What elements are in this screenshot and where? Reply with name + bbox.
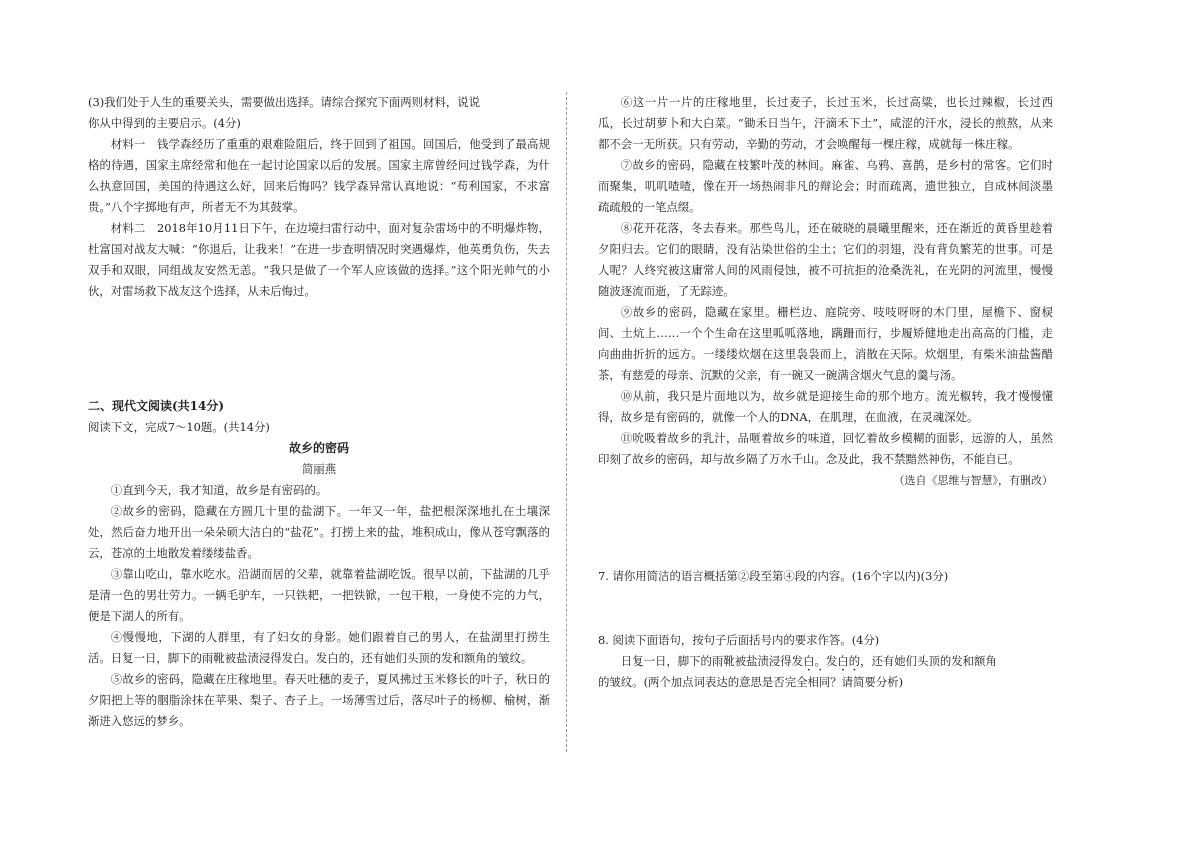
reading-intro: 阅读下文，完成7～10题。(共14分) [88, 420, 270, 434]
question-3 [88, 92, 550, 134]
reading-section [88, 396, 550, 732]
article-continued [598, 92, 1053, 491]
q8-sentence-start: 日复一日，脚下的雨靴被盐渍浸得 [620, 654, 792, 668]
question-3-line2: 你从中得到的主要启示。(4分) [88, 116, 241, 130]
material-one-text: 材料一 钱学森经历了重重的艰难险阻后，终于回到了祖国。回国后，他受到了最高规格的待遇，国家主席经常和他在一起讨论国家以后的发展。国家主席曾经问过钱学森，为什么执意回国，美国的待遇这么好，回来后悔吗？钱学森异常认真地说：“苟利国家，不求富贵。”八个字掷地有声，所者无不为其鼓掌。 [88, 137, 550, 214]
paragraph-3: ③靠山吃山，靠水吃水。沿湖而居的父辈，就靠着盐湖吃饭。很早以前，下盐湖的几乎是清一色的男壮劳力。一辆毛驴车，一只铁耙，一把铁锨，一包干粮，一身使不完的力气，便是下湖人的所有。 [88, 567, 550, 623]
question-8 [598, 630, 1053, 693]
dotted-word-2b: 白 [837, 654, 849, 668]
question-8-sentence [598, 651, 1053, 672]
article-source: （选自《思维与智慧》，有删改） [893, 474, 1053, 487]
paragraph-4: ④慢慢地，下湖的人群里，有了妇女的身影。她们跟着自己的男人，在盐湖里打捞生活。日复一日，脚下的雨靴被盐渍浸得发白。发白的，还有她们头顶的发和额角的皱纹。 [88, 630, 550, 665]
paragraph-6: ⑥这一片一片的庄稼地里，长过麦子，长过玉米，长过高粱，也长过辣椒，长过西瓜，长过胡萝卜和大白菜。“锄禾日当午，汗滴禾下土”，咸涩的汗水，浸长的煎熬，从来都不会一无所获。只有劳动，辛勤的劳动，才会唤醒每一棵庄稼，成就每一株庄稼。 [598, 95, 1053, 151]
paragraph-9: ⑨故乡的密码，隐藏在家里。栅栏边、庭院旁、吱吱呀呀的木门里，屋檐下、窗棂间、土炕上……一个个生命在这里呱呱落地，蹒跚而行，步履矫健地走出高高的门槛，走向曲曲折折的远方。一缕缕炊烟在这里袅袅而上，消散在天际。炊烟里，有柴米油盐酱醋茶，有慈爱的母亲、沉默的父亲，有一碗又一碗满含烟火气息的羹与汤。 [598, 305, 1053, 382]
paragraph-1: ①直到今天，我才知道，故乡是有密码的。 [110, 483, 328, 497]
question-8-line2: 的皱纹。(两个加点词表达的意思是否完全相同？请简要分析) [598, 675, 904, 689]
article-author: 简丽燕 [301, 462, 337, 476]
paragraph-7: ⑦故乡的密码，隐藏在枝繁叶茂的林间。麻雀、乌鸦、喜鹊，是乡村的常客。它们时而聚集，叽叽喳喳，像在开一场热闹非凡的辩论会；时而疏离，遗世独立，自成林间淡墨疏疏般的一笔点缀。 [598, 158, 1053, 214]
q8-sentence-mid: 。 [814, 654, 826, 668]
section-heading: 二、现代文阅读(共14分) [88, 399, 225, 413]
paragraph-8: ⑧花开花落，冬去春来。那些鸟儿，还在破晓的晨曦里醒来，还在渐近的黄昏里趁着夕阳归去。它们的眼睛，没有沾染世俗的尘土；它们的羽翅，没有背负繁芜的世事。可是人呢？人终究被这庸常人间的风雨侵蚀，被不可抗拒的沧桑洗礼，在光阴的河流里，慢慢随波逐流而逝，了无踪迹。 [598, 221, 1053, 298]
dotted-word-2a: 发 [825, 654, 838, 668]
material-two-text: 材料二 2018年10月11日下午，在边境扫雷行动中，面对复杂雷场中的不明爆炸物，杜富国对战友大喊：“你退后，让我来！”在进一步查明情况时突遇爆炸，他英勇负伤，失去双手和双眼，同组战友安然无恙。“我只是做了一个军人应该做的选择。”这个阳光帅气的小伙，对雷场救下战友这个选择，从未后悔过。 [88, 221, 550, 298]
question-3-line1: (3)我们处于人生的重要关头，需要做出选择。请综合探究下面两则材料，说说 [88, 95, 481, 109]
dotted-word-1a: 发 [791, 654, 804, 668]
paragraph-2: ②故乡的密码，隐藏在方圆几十里的盐湖下。一年又一年，盐把根深深地扎在土壤深处，然后奋力地开出一朵朵硕大洁白的“盐花”。打捞上来的盐，堆积成山，像从苍穹飘落的云，苍凉的土地散发着缕缕盐香。 [88, 504, 550, 560]
column-divider [566, 92, 567, 752]
material-two [88, 218, 550, 302]
question-8-text: 8. 阅读下面语句，按句子后面括号内的要求作答。(4分) [598, 633, 880, 647]
paragraph-11: ⑪吮吸着故乡的乳汁，品咂着故乡的味道，回忆着故乡模糊的面影，远游的人，虽然印刻了故乡的密码，却与故乡隔了万水千山。念及此，我不禁黯然神伤，不能自已。 [598, 431, 1053, 466]
question-7 [598, 566, 1053, 587]
q8-sentence-end: 的，还有她们头顶的发和额角 [848, 654, 997, 668]
dotted-word-1b: 白 [803, 654, 815, 668]
question-7-text: 7. 请你用简洁的语言概括第②段至第④段的内容。(16个字以内)(3分) [598, 569, 949, 583]
paragraph-10: ⑩从前，我只是片面地以为，故乡就是迎接生命的那个地方。流光椒转，我才慢慢懂得，故乡是有密码的，就像一个人的DNA，在肌理，在血液，在灵魂深处。 [598, 389, 1053, 424]
paragraph-5: ⑤故乡的密码，隐藏在庄稼地里。春天吐穗的麦子，夏风拂过玉米修长的叶子，秋日的夕阳把上等的胭脂涂抹在苹果、梨子、杏子上。一场薄雪过后，落尽叶子的杨柳、榆树，渐渐进入悠远的梦乡。 [88, 672, 550, 728]
article-title: 故乡的密码 [288, 441, 349, 455]
material-one [88, 134, 550, 218]
